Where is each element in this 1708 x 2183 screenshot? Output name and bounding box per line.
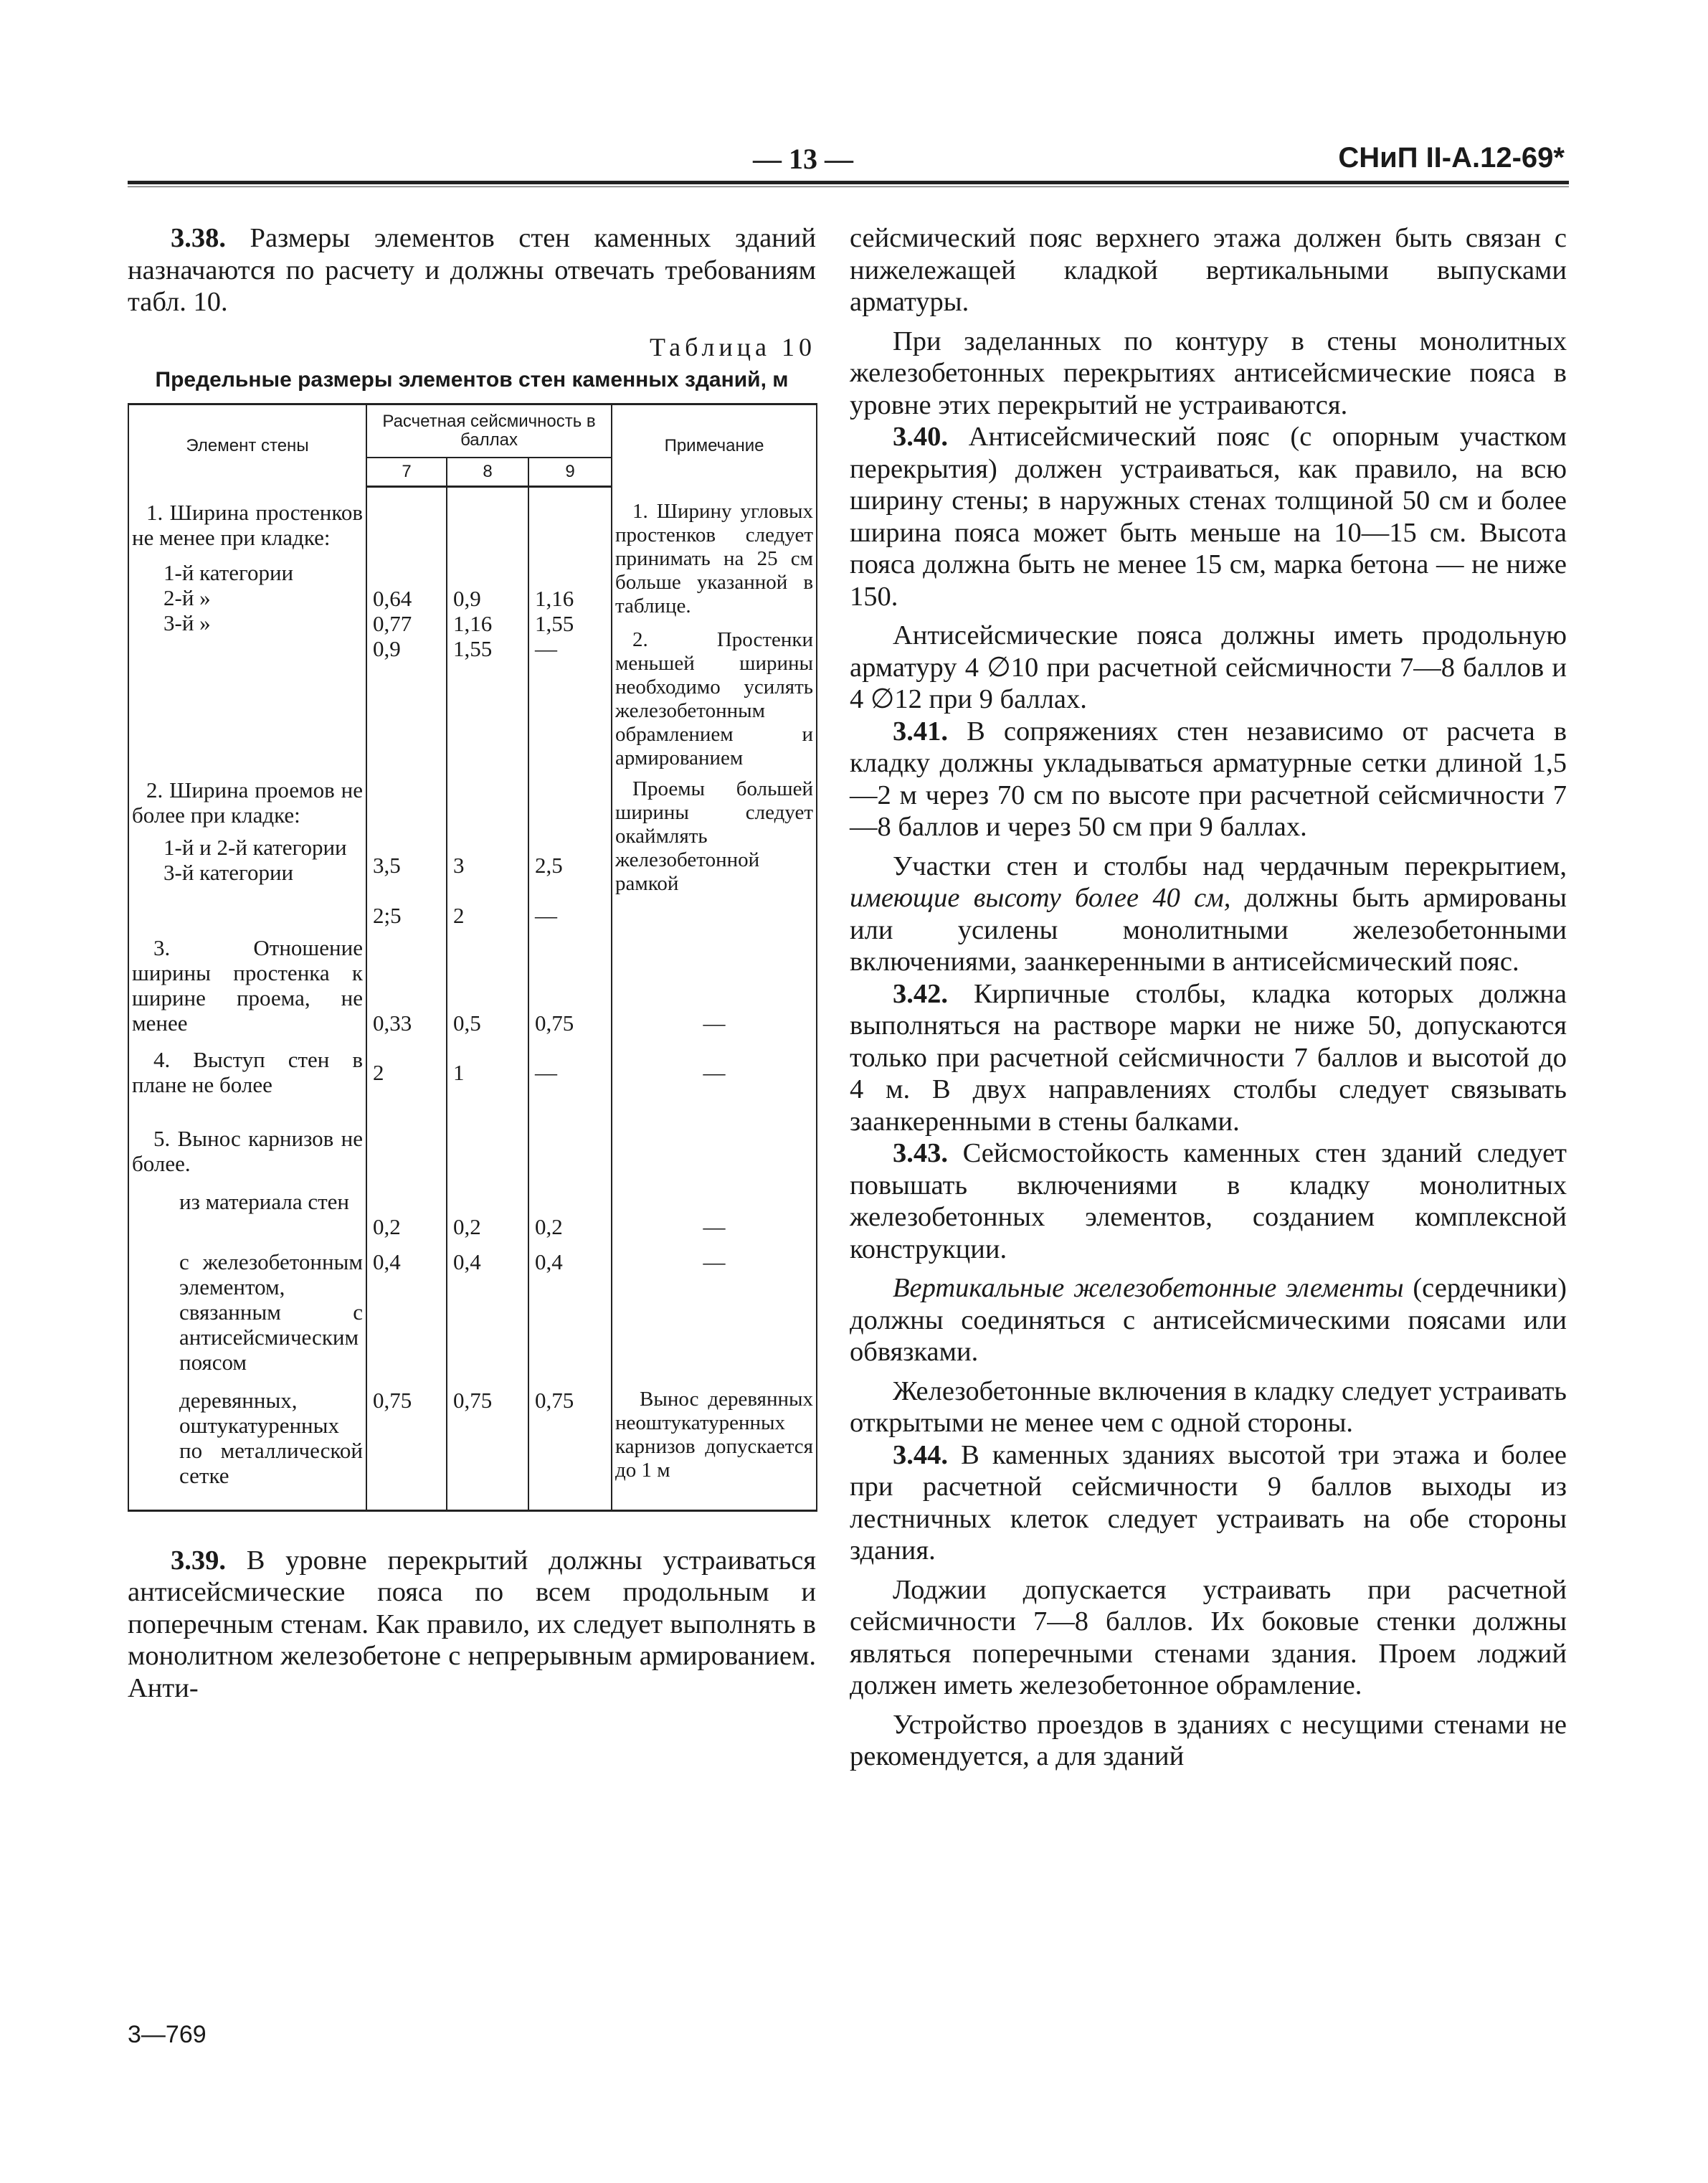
cell-8: 1 [447, 1036, 528, 1097]
table-10 [128, 403, 817, 1512]
text: (сердечники) должны соединяться с антисейсмическими поясами или обвязками. [850, 1273, 1567, 1367]
cell-9: — [528, 1036, 612, 1097]
paragraph: При заделанных по контуру в стены монолитных железобетонных перекрытиях антисейсмические пояса в уровне этих перекрытий не устраиваются. [850, 326, 1567, 420]
paragraph-text: Размеры элементов стен каменных зданий назначаются по расчету и должны отвечать требованиям табл. 10. [128, 223, 816, 317]
table-caption: Таблица 10 [650, 332, 816, 361]
cell-8: 0,2 [447, 1176, 528, 1239]
paragraph-text: В уровне перекрытий должны устраиваться антисейсмические пояса по всем продольным и поперечным стенам. Как правило, их следует выполнять в монолитном железобетоне с непрерывным армированием. Анти- [128, 1545, 816, 1703]
clause-number: 3.40. [893, 422, 948, 452]
clause-number: 3.44. [893, 1439, 948, 1470]
italic-text: имеющие высоту более 40 см, [850, 883, 1231, 913]
text: должны быть армированы или усилены монолитными железобетонными включениями, заанкеренными в антисейсмический пояс. [850, 883, 1567, 977]
row-label: 4. Выступ стен в плане не более [128, 1036, 366, 1097]
paragraph-3-44 [850, 1439, 1567, 1567]
italic-text: Вертикальные железобетонные элементы [893, 1273, 1404, 1303]
row-label: 3. Отношение ширины простенка к ширине проема, не менее [128, 928, 366, 1036]
cell-9: 0,2 [528, 1176, 612, 1239]
cell-8: 0,5 [447, 928, 528, 1036]
text: Участки стен и столбы над чердачным перекрытием, [893, 851, 1567, 881]
header-9: 9 [528, 458, 612, 487]
left-column [128, 222, 816, 1704]
document-code: СНиП II-А.12-69* [1338, 142, 1565, 174]
header-element: Элемент стены [128, 404, 366, 487]
clause-number: 3.38. [171, 223, 226, 253]
cell-8: 0,4 [447, 1239, 528, 1375]
cell-7: 0,4 [366, 1239, 447, 1375]
cell-9: 1,16 1,55 — [528, 487, 612, 770]
cell-9: 0,75 [528, 928, 612, 1036]
table-row [128, 1036, 817, 1097]
cell-7: 0,75 [366, 1375, 447, 1511]
paragraph: Антисейсмические пояса должны иметь продольную арматуру 4 ∅10 при расчетной сейсмичности 7—8 баллов и 4 ∅12 при 9 баллах. [850, 620, 1567, 714]
row-label: 1. Ширина простенков не менее при кладке: 1-й категории 2-й » 3-й » [128, 487, 366, 770]
cell-7: 0,64 0,77 0,9 [366, 487, 447, 770]
header-7: 7 [366, 458, 447, 487]
cell-9: 2,5 — [528, 770, 612, 928]
table-row [128, 487, 817, 770]
table-row [128, 1176, 817, 1239]
paragraph-3-43 [850, 1137, 1567, 1265]
table-title: Предельные размеры элементов стен каменных зданий, м [155, 368, 789, 392]
clause-number: 3.43. [893, 1138, 948, 1168]
cell-7: 0,2 [366, 1176, 447, 1239]
row-label: деревянных, оштукатуренных по металлической сетке [128, 1375, 366, 1511]
cell-8: 3 2 [447, 770, 528, 928]
paragraph-continuation: сейсмический пояс верхнего этажа должен быть связан с нижележащей кладкой вертикальными выпусками арматуры. [850, 223, 1567, 317]
cell-note: — [612, 1239, 817, 1375]
right-column [850, 222, 1567, 1773]
cell-7: 2 [366, 1036, 447, 1097]
cell-9: 0,75 [528, 1375, 612, 1511]
header-note: Примечание [612, 404, 817, 487]
table-row [128, 1097, 817, 1176]
paragraph-3-42 [850, 978, 1567, 1138]
clause-number: 3.42. [893, 978, 948, 1009]
cell-note: Вынос деревянных неоштукатуренных карнизов допускается до 1 м [612, 1375, 817, 1511]
paragraph-3-40 [850, 421, 1567, 612]
paragraph: Железобетонные включения в кладку следует устраивать открытыми не менее чем с одной стороны. [850, 1375, 1567, 1438]
paragraph: Устройство проездов в зданиях с несущими стенами не рекомендуется, а для зданий [850, 1709, 1567, 1771]
cell-note: 1. Ширину угловых простенков следует принимать на 25 см больше указанной в таблице. 2. Простенки меньшей ширины необходимо усилять железобетонным обрамлением и армированием [612, 487, 817, 770]
paragraph [850, 851, 1567, 978]
paragraph-3-41 [850, 716, 1567, 843]
table-row [128, 1239, 817, 1375]
row-label: из материала стен [128, 1176, 366, 1239]
header-rule-thin [128, 186, 1569, 187]
paragraph-text: В сопряжениях стен независимо от расчета в кладку должны укладываться арматурные сетки длиной 1,5—2 м через 70 см по высоте при расчетной сейсмичности 7—8 баллов и через 50 см при 9 баллах. [850, 716, 1567, 842]
cell-note: Проемы большей ширины следует окаймлять железобетонной рамкой [612, 770, 817, 928]
cell-8: 0,75 [447, 1375, 528, 1511]
cell-note: — [612, 928, 817, 1036]
header-rule [128, 181, 1569, 184]
clause-number: 3.39. [171, 1545, 226, 1576]
clause-number: 3.41. [893, 716, 948, 747]
paragraph-text: В каменных зданиях высотой три этажа и более при расчетной сейсмичности 9 баллов выходы из лестничных клеток следует устраивать на обе стороны здания. [850, 1439, 1567, 1566]
row-label: 2. Ширина проемов не более при кладке: 1-й и 2-й категории 3-й категории [128, 770, 366, 928]
header-8: 8 [447, 458, 528, 487]
paragraph [850, 1272, 1567, 1368]
table-row [128, 770, 817, 928]
paragraph-text: Кирпичные столбы, кладка которых должна выполняться на растворе марки не ниже 50, допускаются только при расчетной сейсмичности 7 баллов и высотой до 4 м. В двух направлениях столбы следует связывать заанкеренными в стены балками. [850, 978, 1567, 1137]
paragraph-3-39 [128, 1545, 816, 1705]
cell-7: 0,33 [366, 928, 447, 1036]
cell-8: 0,9 1,16 1,55 [447, 487, 528, 770]
page-number: — 13 — [753, 143, 853, 175]
cell-note: — [612, 1036, 817, 1097]
paragraph: Лоджии допускается устраивать при расчетной сейсмичности 7—8 баллов. Их боковые стенки должны являться поперечными стенами здания. Проем лоджий должен иметь железобетонное обрамление. [850, 1574, 1567, 1700]
paragraph-text: Сейсмостойкость каменных стен зданий следует повышать включениями в кладку монолитных железобетонных элементов, созданием комплексной конструкции. [850, 1138, 1567, 1264]
cell-9: 0,4 [528, 1239, 612, 1375]
row-label: с железобетонным элементом, связанным с антисейсмическим поясом [128, 1239, 366, 1375]
cell-7: 3,5 2;5 [366, 770, 447, 928]
paragraph-3-38 [128, 222, 816, 318]
table-row [128, 928, 817, 1036]
table-row [128, 1375, 817, 1511]
paragraph-text: Антисейсмический пояс (с опорным участком перекрытия) должен устраиваться, как правило, на всю ширину стены; в наружных стенах толщиной 50 см и более ширина пояса может быть меньше на 10—15 см. Высота пояса должна быть не менее 15 см, марка бетона — не ниже 150. [850, 422, 1567, 612]
signature-mark: 3—769 [128, 2021, 207, 2048]
row-label: 5. Вынос карнизов не более. [128, 1097, 366, 1176]
header-seismicity: Расчетная сейсмичность в баллах [366, 404, 612, 458]
cell-note: — [612, 1176, 817, 1239]
